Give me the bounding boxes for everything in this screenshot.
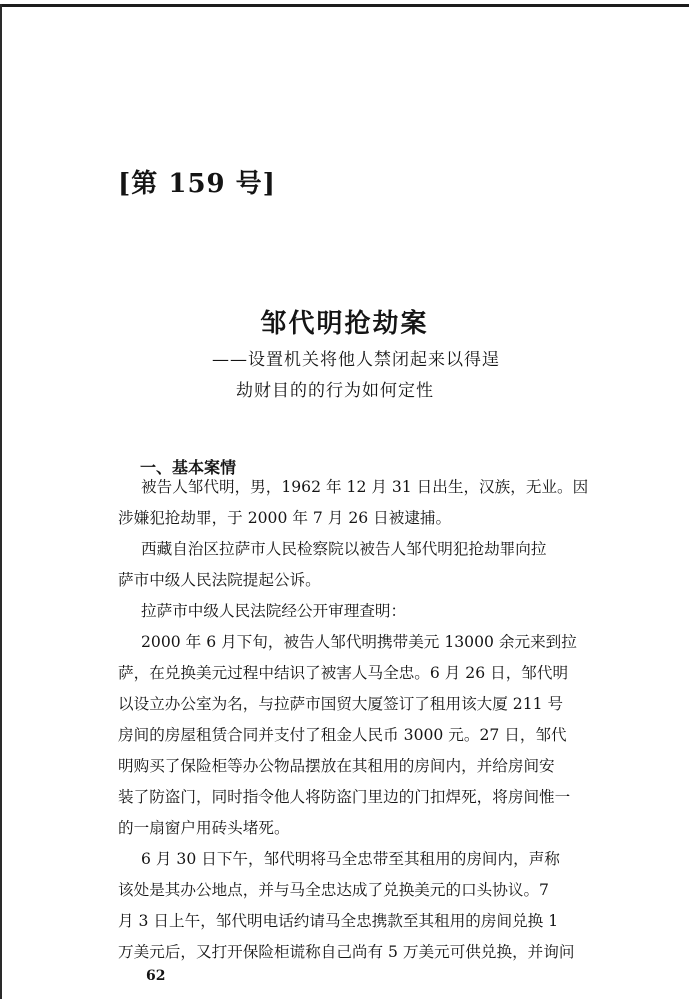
body-line: 6 月 30 日下午，邹代明将马全忠带至其租用的房间内，声称 bbox=[141, 850, 560, 868]
case-title: 邹代明抢劫案 bbox=[260, 309, 429, 339]
body-line: 2000 年 6 月下旬，被告人邹代明携带美元 13000 余元来到拉 bbox=[141, 633, 577, 651]
body-line: 该处是其办公地点，并与马全忠达成了兑换美元的口头协议。7 bbox=[118, 881, 549, 899]
body-line: 西藏自治区拉萨市人民检察院以被告人邹代明犯抢劫罪向拉 bbox=[141, 540, 547, 558]
left-border-rule bbox=[0, 4, 2, 999]
body-line: 月 3 日上午，邹代明电话约请马全忠携款至其租用的房间兑换 1 bbox=[118, 912, 559, 930]
body-line: 万美元后，又打开保险柜谎称自己尚有 5 万美元可供兑换，并询问 bbox=[118, 943, 575, 961]
body-line: 房间的房屋租赁合同并支付了租金人民币 3000 元。27 日，邹代 bbox=[118, 726, 567, 744]
body-line: 以设立办公室为名，与拉萨市国贸大厦签订了租用该大厦 211 号 bbox=[118, 695, 564, 713]
subtitle-line-2: 劫财目的的行为如何定性 bbox=[236, 381, 434, 401]
body-line: 萨市中级人民法院提起公诉。 bbox=[118, 571, 321, 589]
section-heading: 一、基本案情 bbox=[140, 458, 237, 477]
top-border-rule bbox=[0, 4, 689, 7]
body-line: 装了防盗门，同时指令他人将防盗门里边的门扣焊死，将房间惟一 bbox=[118, 788, 571, 806]
body-line: 萨，在兑换美元过程中结识了被害人马全忠。6 月 26 日，邹代明 bbox=[118, 664, 569, 682]
body-line: 拉萨市中级人民法院经公开审理查明： bbox=[141, 602, 407, 620]
body-line: 涉嫌犯抢劫罪，于 2000 年 7 月 26 日被逮捕。 bbox=[118, 509, 452, 527]
page-number: 62 bbox=[146, 968, 166, 984]
body-line: 的一扇窗户用砖头堵死。 bbox=[118, 819, 290, 837]
case-number: [第 159 号] bbox=[118, 169, 276, 199]
body-line: 被告人邹代明，男，1962 年 12 月 31 日出生，汉族，无业。因 bbox=[141, 478, 589, 496]
subtitle-line-1: ——设置机关将他人禁闭起来以得逞 bbox=[212, 350, 500, 370]
body-line: 明购买了保险柜等办公物品摆放在其租用的房间内，并给房间安 bbox=[118, 757, 555, 775]
